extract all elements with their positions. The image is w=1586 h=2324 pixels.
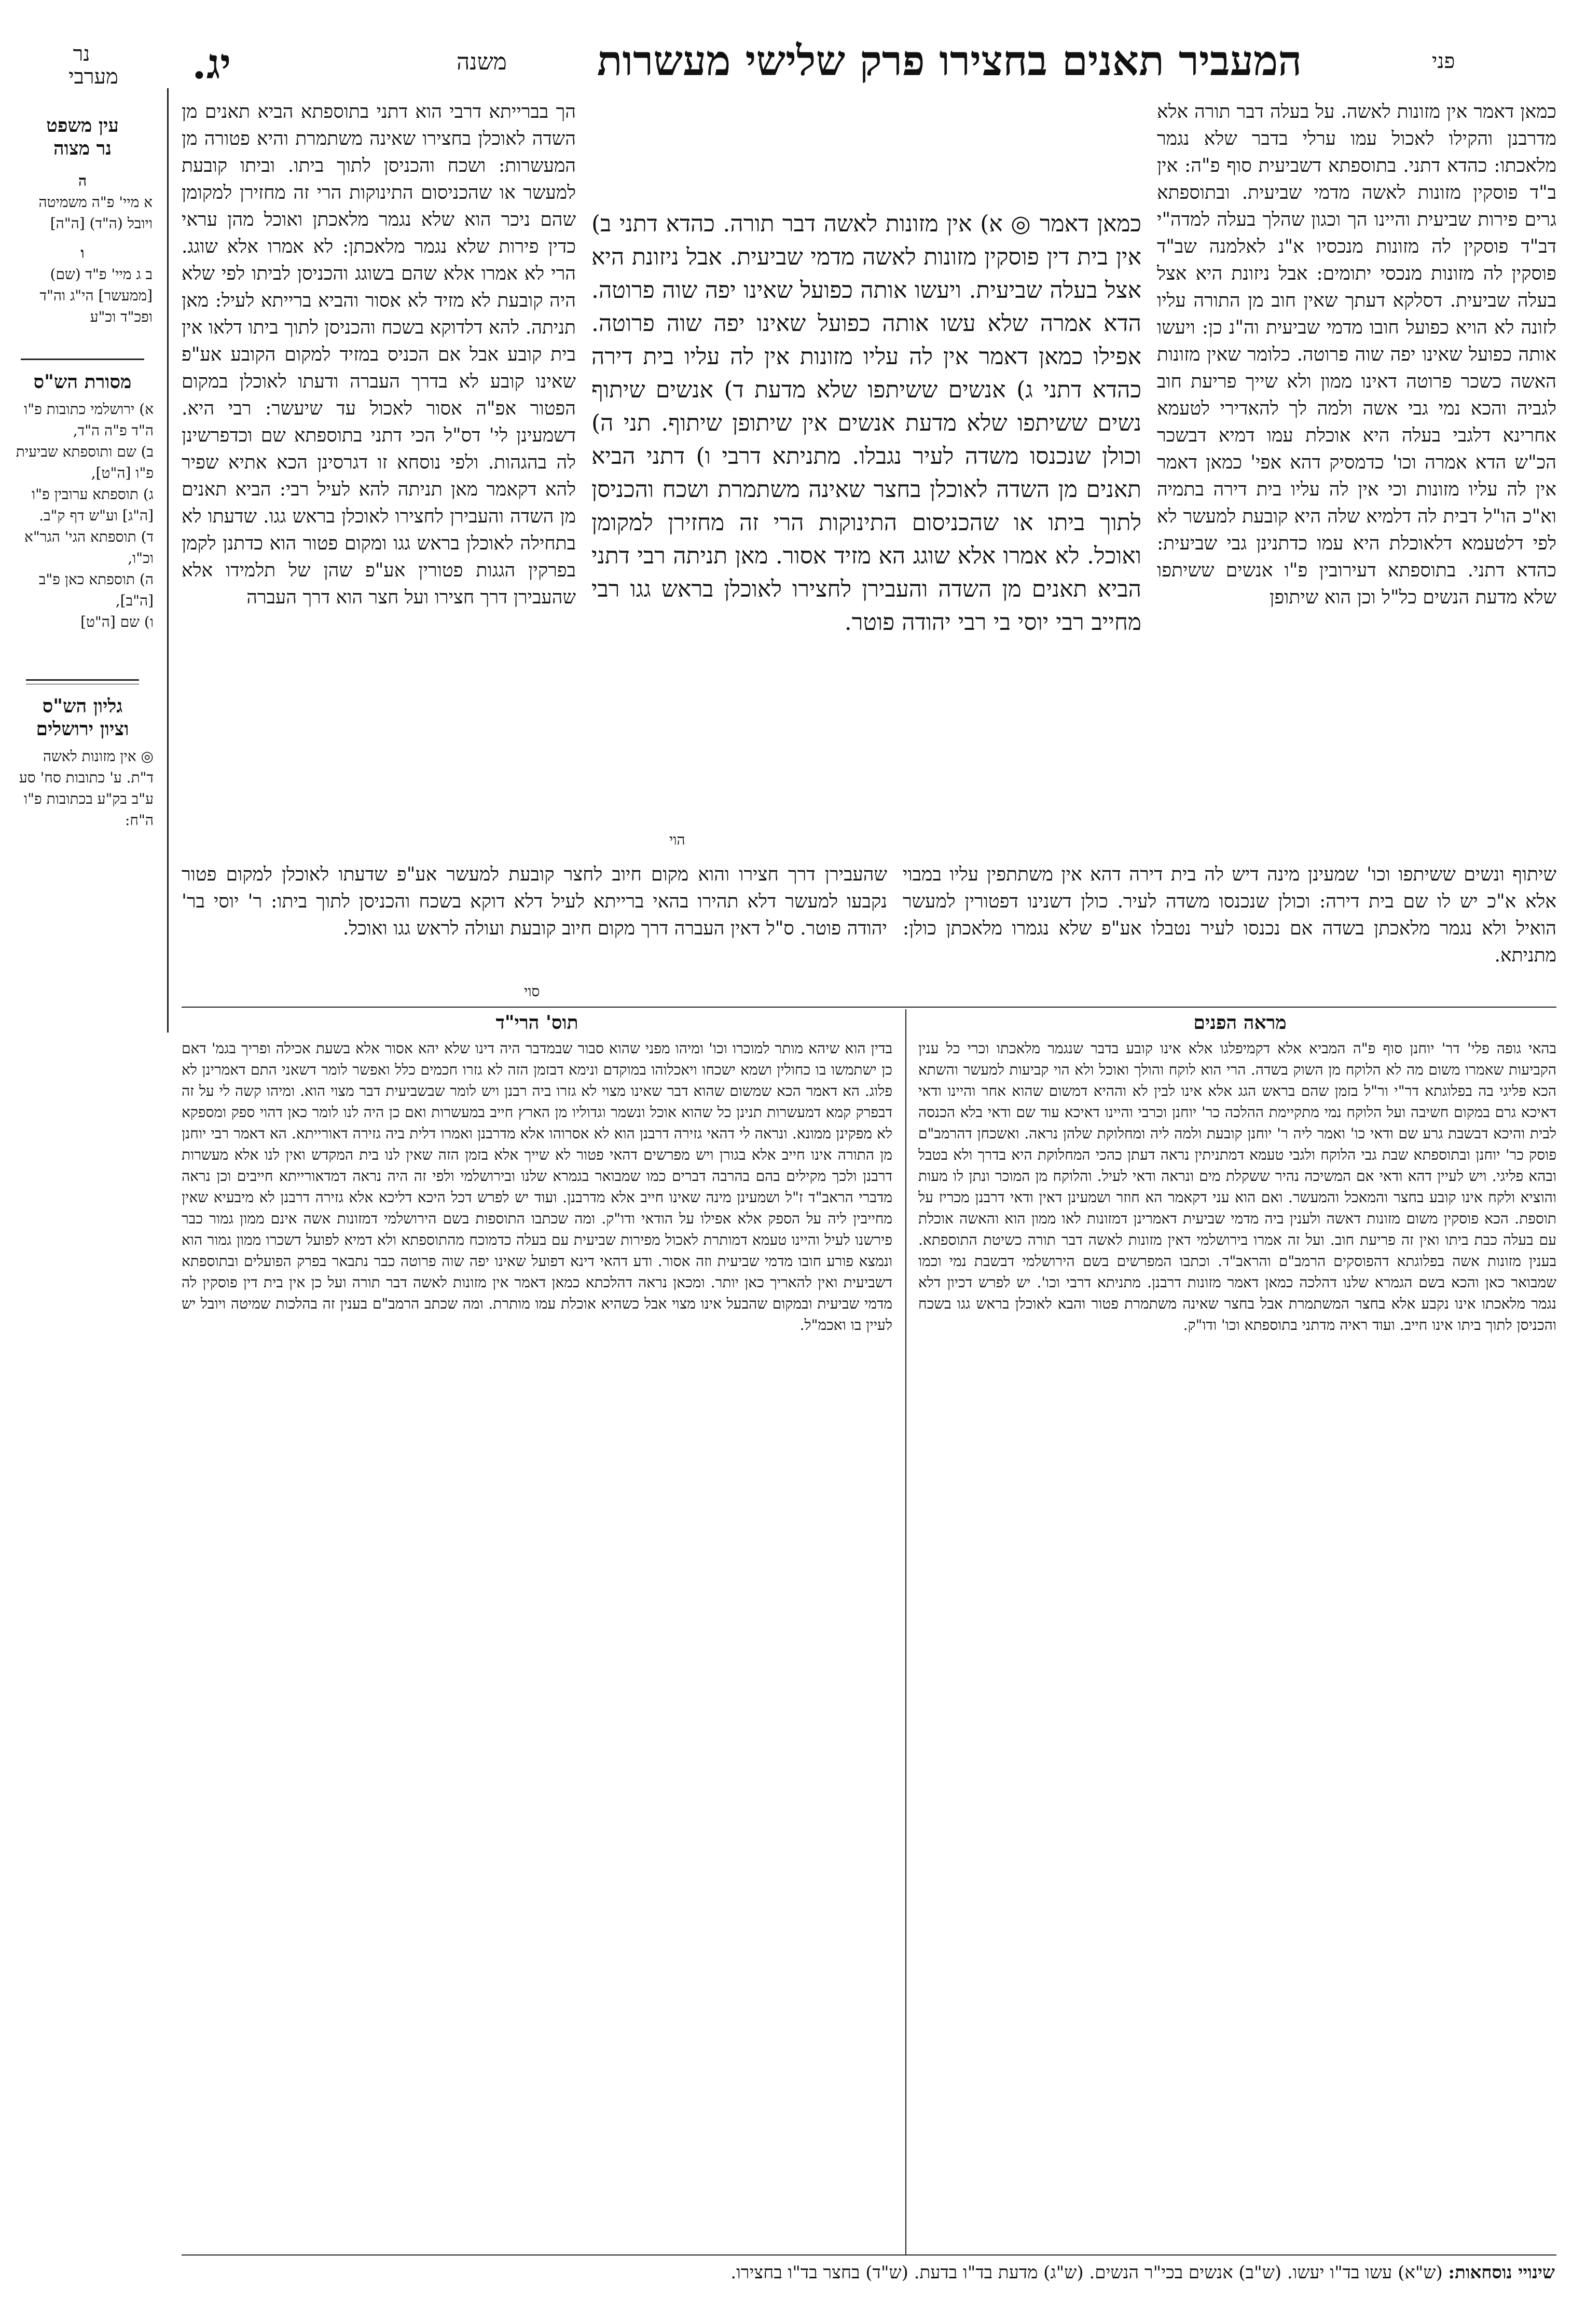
masoret-line: [ה"ג] וע"ש דף ק"ב. (39, 507, 154, 524)
sidebar-sep-2 (26, 679, 139, 681)
ner-mitzvah-title: נר מצוה (53, 137, 112, 159)
commentary-left-catchword: סוי (524, 983, 540, 1000)
entry-he-text: א מיי' פ"ה משמיטה ויובל (ה"ד) [ה"ה] (38, 194, 153, 232)
masoret-line: ה"ד פ"ה ה"ד, (73, 422, 154, 439)
tosfot-title: תוס' הרי"ד (495, 1012, 578, 1034)
commentary-left-text: הך בברייתא דרבי הוא דתני בתוספתא הביא תאנים מן השדה לאוכלן בחצירו שאינה משתמרת והיא פטורה מן המעשרות: ושכח והכניסן לתוך ביתו. וביתו קובעת למעשר או שהכניסום התינוקות הרי זה מחזירן למקומן שהם ניכר הוא שלא נגמר מלאכתן ואוכל מהן עראי כדין פירות שלא נגמר מלאכתן: לא אמרו אלא שוגג. הרי לא אמרו אלא שהם בשוגג והכניסן לביתו לפי שלא היה קובעת לא מזיד לא אסור והביא ברייתא לעיל: מאן תניתה. להא דלדוקא בשכח והכניסן לתוך ביתו דלאו אין בית קובע אבל אם הכניס במזיד למקום הקובע אע"פ שאינו קובע לא בדרך העברה ודעתו לאוכלן במקום הפטור אפ"ה אסור לאכול עד שיעשר: רבי היא. דשמעינן לי' דס"ל הכי דתני בתוספתא שם וכדפרשינן לה בהגהות. ולפי נוסחא זו דגרסינן הכא אתיא שפיר להא דקאמר מאן תניתה להא לעיל רבי: הביא תאנים מן השדה והעבירן לחצירו לאוכלן בראש גגו. שדעתו לא בתחילה לאוכלן בראש גגו ומקום פטור הוא כדתנן לקמן בפרקין הגגות פטורין אע"פ שהן של תלמידו אלא שהעבירן דרך חצירו ועל חצר הוא דרך העברה (182, 101, 576, 608)
entry-vav-letter: ו (80, 244, 85, 262)
masoret-line: וכ"ו, (128, 549, 154, 567)
pnei-label: פני (1432, 49, 1455, 73)
ner-label: נר (73, 42, 90, 66)
page-header (0, 31, 1586, 93)
masoret-list (0, 393, 165, 632)
commentary-right (1157, 99, 1556, 856)
commentary-right-tail (903, 861, 1556, 975)
page-number: יג. (192, 39, 231, 88)
tosfot-text: בדין הוא שיהא מותר למוכרו וכו' ומיהו מפני שהוא סבור שבמדבר היה דינו שלא יהא אסור אלא בשעת אכילה ופריך בגמ' דאם כן ישתמשו בו כחולין ושמא ישכחו ויאכלוהו במוקדם ונימא דבזמן הזה לא גזרו חכמים כלל ואפשר לומר דשאני התם דאמרינן לא פלוג. הא דאמר הכא שמשום שהוא דבר שאינו מצוי לא גזרו ביה רבנן ויש לומר שבשביעית דבר מצוי הוא. ומיהו קשה לי על זה דבפרק קמא דמעשרות תנינן כל שהוא אוכל ונשמר וגדוליו מן הארץ חייב במעשרות ואם כן היה לנו לומר כאן דהוי ספק ומספקא לא מפקינן ממונא. ונראה לי דהאי גזירה דרבנן הוא לא אסרוהו אלא מדרבנן ואמרו דלית ביה גזירה דאורייתא. הא דאמר רבי יוחנן מן התורה אינו חייב אלא בגורן ויש מפרשים דהאי פטור לא שייך אלא בזמן הזה שאין לנו בית המקדש ואין לנו אלא מעשרות דרבנן ולכך מקילים בהם בהרבה דברים כמו שמבואר בגמרא שלנו ובירושלמי ולפי זה היה נראה דמדאורייתא חייבים וכן נראה מדברי הראב"ד ז"ל ושמעינן מינה שאינו חייב אלא מדרבנן. ועוד יש לפרש דכל היכא דליכא אלא גזירה דרבנן לא מיבעיא שאין מחייבין ליה על הספק אלא אפילו על הודאי ודו"ק. ומה שכתבו התוספות בשם הירושלמי דמזונות אשה אינם ממון גמור כבר פירשנו לעיל והיינו טעמא דמותרת לאכול מפירות שביעית עם בעלה כדמוכח מהתוספתא ולא דמיא לפועל דשכרו ממון גמור הוא ונמצא פורע חובו מדמי שביעית וזה אסור. ודע דהאי דינא דפועל שאינו יפה שוה פרוטה כבר נתבאר בפרק הפועלים ובתוספתא דשביעית ואין להאריך כאן יותר. ומכאן נראה דהלכתא כמאן דאמר אין מזונות לאשה דבר תורה ועל כן אין בית דין פוסקין לה מדמי שביעית ובמקום שהבעל אינו מצוי אבל כשהיא אוכלת עמו מותרת. ומה שכתב הרמב"ם בענין זה בהלכות שמיטה ויובל יש לעיין בו ואכמ"ל. (182, 1040, 892, 1333)
commentary-left (182, 99, 576, 856)
footer-text: (ש"א) עשו בד"ו יעשו. (ש"ב) אנשים בכי"ר הנשים. (ש"ג) מדעת בד"ו בדעת. (ש"ד) בחצר בד"ו בחצירו. (730, 2262, 1443, 2283)
mareh-text: בהאי גופה פלי' דר' יוחנן סוף פ"ה המביא אלא דקמיפלגו אלא אינו קובע בדבר שנגמר מלאכתו וכרי כל ענין הקביעות שאמרו משום מה לא הלוקח מן השוק בשדה. הרי הוא לוקח והולך ואוכל ולא הוי קביעות למעשר והשתא הכא פליגי בה בפלוגתא דר"י ור"ל בזמן שהם בראש הגג אלא אינו לבין לא וההיא דמשום שהוא אחר והיינו ודאי דאיכא גרם במקום חשיבה ועל הלוקח נמי מתקיימת ההלכה כר' יוחנן וכרבי והיינו דאיכא עוד שם ודאי בלא הכנסה לבית והיכא דבשבת גרע שם ודאי כו' ואמר ליה ר' יוחנן קובעת ולמה ליה ומחלוקת שלהן נראה. ואשכחן דהרמב"ם פוסק כר' יוחנן ובתוספתא שבת גבי הלוקח ולגבי טעמא דמתניתין נראה דעתן כהכי המחלוקת היא בדרך ולא בטבל ובהא פליגי. ויש לעיין דהא ודאי אם המשיכה נהיר ששקלת מים ונראה ודאי לעיל. והלוקח מן המוכר ונתן לו מעות והוציא ולקח אינו קובע בחצר והמאכל והמעשר. ואם הוא עני דקאמר הא חוזר ושמעינן דאין ודאי דרבנן מכריז על תוספת. הכא פוסקין משום מזונות דאשה ולענין ביה מדמי שביעית דאמרינן דמזונות לאו ממון הוא והאשה אוכלת עם בעלה כבת ביתו ואין זה פריעת חוב. ועל זה אמרו בירושלמי דאין מזונות לאשה דבר תורה כשיטת התוספתא. בענין מזונות אשה בפלוגתא דהפוסקים הרמב"ם והראב"ד. וכתבו המפרשים בשם הירושלמי דבשבת נמי וכמו שמבואר כאן והכא בשם הגמרא שלנו דהלכה כמאן דאמר מזונות דרבנן. מתניתא דרבי וכו'. יש לפרש דכיון דלא נגמר מלאכתו אינו נקבע אלא בחצר המשתמרת אבל בחצר שאינה משתמרת פטור והבא לאוכלן בראש גגו בשכח והכניסן לתוך ביתו אינו חייב. ועוד ראיה מדתני בתוספתא וכו' ודו"ק. (918, 1040, 1556, 1333)
commentary-right-text: כמאן דאמר אין מזונות לאשה. על בעלה דבר תורה אלא מדרבנן והקילו לאכול עמו ערלי בדבר שלא נגמר מלאכתו: כהדא דתני. בתוספתא דשביעית סוף פ"ה: אין ב"ד פוסקין מזונות לאשה מדמי שביעית. ובתוספתא גרים פירות שביעית והיינו הך וכגון שהלך בעלה למדה"י דב"ד פוסקין לה מזונות מנכסיו א"נ לאלמנה שב"ד פוסקין לה מזונות מנכסי יתומים: אבל ניזונת היא אצל בעלה שביעית. דסלקא דעתך שאין חוב מן התורה עליו לזונה לא הויא כפועל חובו מדמי שביעית וה"נ כן: ויעשו אותה כפועל שאינו יפה שוה פרוטה. כלומר שאין מזונות האשה כשכר פרוטה דאינו ממון ולא שייך פריעת חוב לגביה והכא נמי גבי אשה ולמה לך להאדירי לטעמא אחרינא דלגבי בעלה היא אוכלת עמו דמיא דבשכר הכ"ש הדא אמרה וכו' כדמסיק דהא אפי' כמאן דאמר אין לה עליו מזונות וכי אין לה עליו בית דירה בתמיה וא"כ הו"ל דבית לה דלמיא שלה היא קובעת למעשר לא לפי דלטעמא דלאוכלת היא עמו כדתנינן גבי שביעית: כהדא דתני. בתוספתא דעירובין פ"ו אנשים ששיתפו שלא מדעת הנשים כל"ל וכן הוא שיתופן (1157, 101, 1556, 608)
commentary-right-tail-text: שיתוף ונשים ששיתפו וכו' שמעינן מינה דיש לה בית דירה דהא אין משתתפין עליו במבוי אלא א"כ יש לו שם בית דירה: וכולן שנכנסו משדה לעיר. כולן דשנינו דפטורין למעשר הואיל ולא נגמר מלאכתן בשדה אם נכנסו לעיר נטבלו אע"פ שלא נגמרו מלאכתן כולן: מתניתא. (903, 864, 1556, 966)
masoret-line: ו) שם [ה"ט] (80, 613, 154, 630)
entry-vav-text: ב ג מיי' פ"ד (שם) [ממעשר] הי"ג וה"ד ופכ"ד וכ"ע (39, 266, 153, 325)
masoret-line: פ"ו [ה"ט], (91, 464, 154, 482)
gilyon-text: ◎ אין מזונות לאשה ד"ת. ע' כתובות סח' סע ע"ב בק"ע בכתובות פ"ו ה"ח: (19, 748, 154, 829)
masoret-line: ד) תוספתא הגי' הגר"א (24, 528, 154, 545)
footer-rule (182, 2254, 1556, 2256)
commentary-left-tail (182, 861, 887, 975)
footer-label: שינויי נוסחאות: (1448, 2262, 1555, 2283)
tosfot-column (182, 1038, 892, 2221)
mishna-text: כמאן דאמר ◎ א) אין מזונות לאשה דבר תורה. כהדא דתני ב) אין בית דין פוסקין מזונות לאשה מדמי שביעית. אבל ניזונת היא אצל בעלה שביעית. ויעשו אותה כפועל שאינו יפה שוה פרוטה. הדא אמרה שלא עשו אותה כפועל שאינו יפה שוה פרוטה. אפילו כמאן דאמר אין לה עליו מזונות אין לה עליו בית דירה כהדא דתני ג) אנשים ששיתפו שלא מדעת ד) אנשים שיתוף נשים ששיתפו שלא מדעת אנשים אין שיתופן שיתוף. תני ה) וכולן שנכנסו משדה לעיר נגבלו. מתניתא דרבי ו) דתני הביא תאנים מן השדה לאוכלן בחצר שאינה משתמרת ושכח והכניסן לתוך ביתו או שהכניסום התינוקות הרי זה מחזירן למקומן ואוכל. לא אמרו אלא שוגג הא מזיד אסור. מאן תניתה רבי דתני הביא תאנים מן השדה והעבירן לחצירו לאוכלן בראש גגו רבי מחייב רבי יוסי בי רבי יהודה פוטר. (591, 211, 1141, 636)
sidebar-divider (167, 88, 169, 1033)
page-title: המעביר תאנים בחצירו פרק שלישי מעשרות (597, 36, 1302, 85)
masoret-title: מסורת הש"ס (33, 371, 132, 393)
sidebar (0, 104, 165, 1038)
masoret-line: [ה"ב], (115, 592, 154, 609)
mishna-block (591, 208, 1141, 820)
bottom-center-divider (905, 1009, 906, 2254)
masoret-line: ה) תוספתא כאן פ"ב (38, 571, 154, 588)
maaravi-label: מערבי (68, 65, 118, 89)
tractate-label: משנה (457, 49, 507, 75)
ein-mishpat-title: עין משפט (46, 115, 119, 136)
mareh-column (918, 1038, 1556, 2221)
commentary-left-tail-text: שהעבירן דרך חצירו והוא מקום חיוב לחצר קובעת למעשר אע"פ שדעתו לאוכלן למקום פטור נקבעו למעשר דלא תהירו בהאי ברייתא לעיל דלא דוקא בשכח והכניסן לתוך ביתו: ר' יוסי בר' יהודה פוטר. ס"ל דאין העברה דרך מקום חיוב קובעת ועולה לראש גגו ואוכל. (182, 864, 887, 939)
footer (185, 2262, 1555, 2283)
gilyon-subtitle: וציון ירושלים (36, 718, 129, 740)
masoret-line: ג) תוספתא ערובין פ"ו (31, 486, 154, 503)
sidebar-sep-1 (21, 359, 144, 360)
masoret-line: א) ירושלמי כתובות פ"ו (24, 401, 154, 418)
masoret-line: ב) שם ותוספתא שביעית (16, 443, 154, 460)
mareh-title: מראה הפנים (1193, 1012, 1287, 1034)
bottom-rule-top (182, 1007, 1556, 1008)
entry-he-letter: ה (78, 172, 87, 189)
mishna-catchword: הוי (669, 831, 685, 848)
gilyon-title: גליון הש"ס (42, 695, 123, 717)
